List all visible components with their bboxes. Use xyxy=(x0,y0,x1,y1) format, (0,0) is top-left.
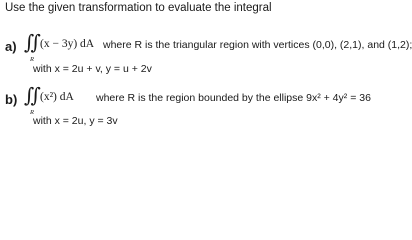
problem-b-integrand: (x²) dA xyxy=(40,91,74,103)
problem-a-region-subscript: R xyxy=(30,56,34,63)
problem-a-integrand: (x − 3y) dA xyxy=(40,38,95,50)
problem-a-double-integral-symbol: ∬ xyxy=(24,30,36,54)
problem-b-double-integral-symbol: ∬ xyxy=(24,83,36,107)
instruction-text: Use the given transformation to evaluate the integral xyxy=(5,2,272,14)
problem-b-label: b) xyxy=(5,92,18,107)
problem-a-transformation: with x = 2u + v, y = u + 2v xyxy=(33,63,152,75)
problem-a-label: a) xyxy=(5,39,17,54)
problem-b-region-description: where R is the region bounded by the ellipse 9x² + 4y² = 36 xyxy=(96,92,371,104)
problem-a-region-description: where R is the triangular region with vertices (0,0), (2,1), and (1,2); xyxy=(103,39,412,51)
problem-b-region-subscript: R xyxy=(30,109,34,116)
problem-b-transformation: with x = 2u, y = 3v xyxy=(33,115,118,127)
